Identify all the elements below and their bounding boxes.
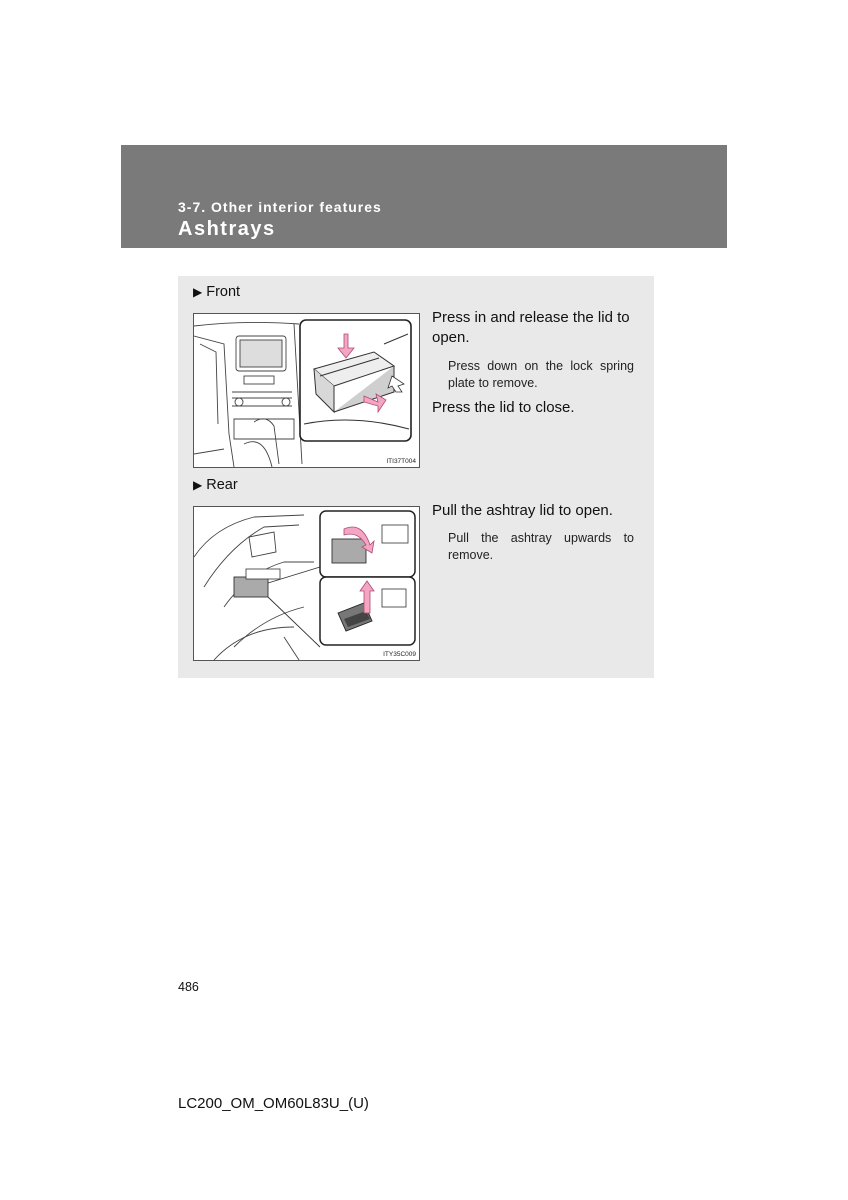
front-ashtray-drawing <box>194 314 419 467</box>
front-removal-note: Press down on the lock spring plate to remove. <box>448 359 634 390</box>
rear-figure-code: ITY35C009 <box>383 651 416 658</box>
front-figure-code: ITI37T004 <box>386 458 416 465</box>
section-label: 3-7. Other interior features <box>178 199 382 215</box>
rear-ashtray-drawing <box>194 507 419 660</box>
right-triangle-icon: ▶ <box>193 478 203 492</box>
page-title: Ashtrays <box>178 218 276 240</box>
document-code: LC200_OM_OM60L83U_(U) <box>178 1095 369 1112</box>
front-heading-label: Front <box>206 284 241 300</box>
section-header-band <box>121 145 727 248</box>
page-number: 486 <box>178 980 199 994</box>
right-triangle-icon: ▶ <box>193 285 203 299</box>
rear-heading <box>193 477 238 493</box>
rear-heading-label: Rear <box>206 477 238 493</box>
rear-open-instruction: Pull the ashtray lid to open. <box>432 502 613 519</box>
front-heading <box>193 284 240 300</box>
front-ashtray-illustration <box>193 313 420 468</box>
front-open-instruction: Press in and release the lid to open. <box>432 309 630 346</box>
ashtray-content-box <box>178 276 654 678</box>
front-close-instruction: Press the lid to close. <box>432 399 575 416</box>
rear-removal-note: Pull the ashtray upwards to remove. <box>448 531 634 562</box>
rear-ashtray-illustration <box>193 506 420 661</box>
